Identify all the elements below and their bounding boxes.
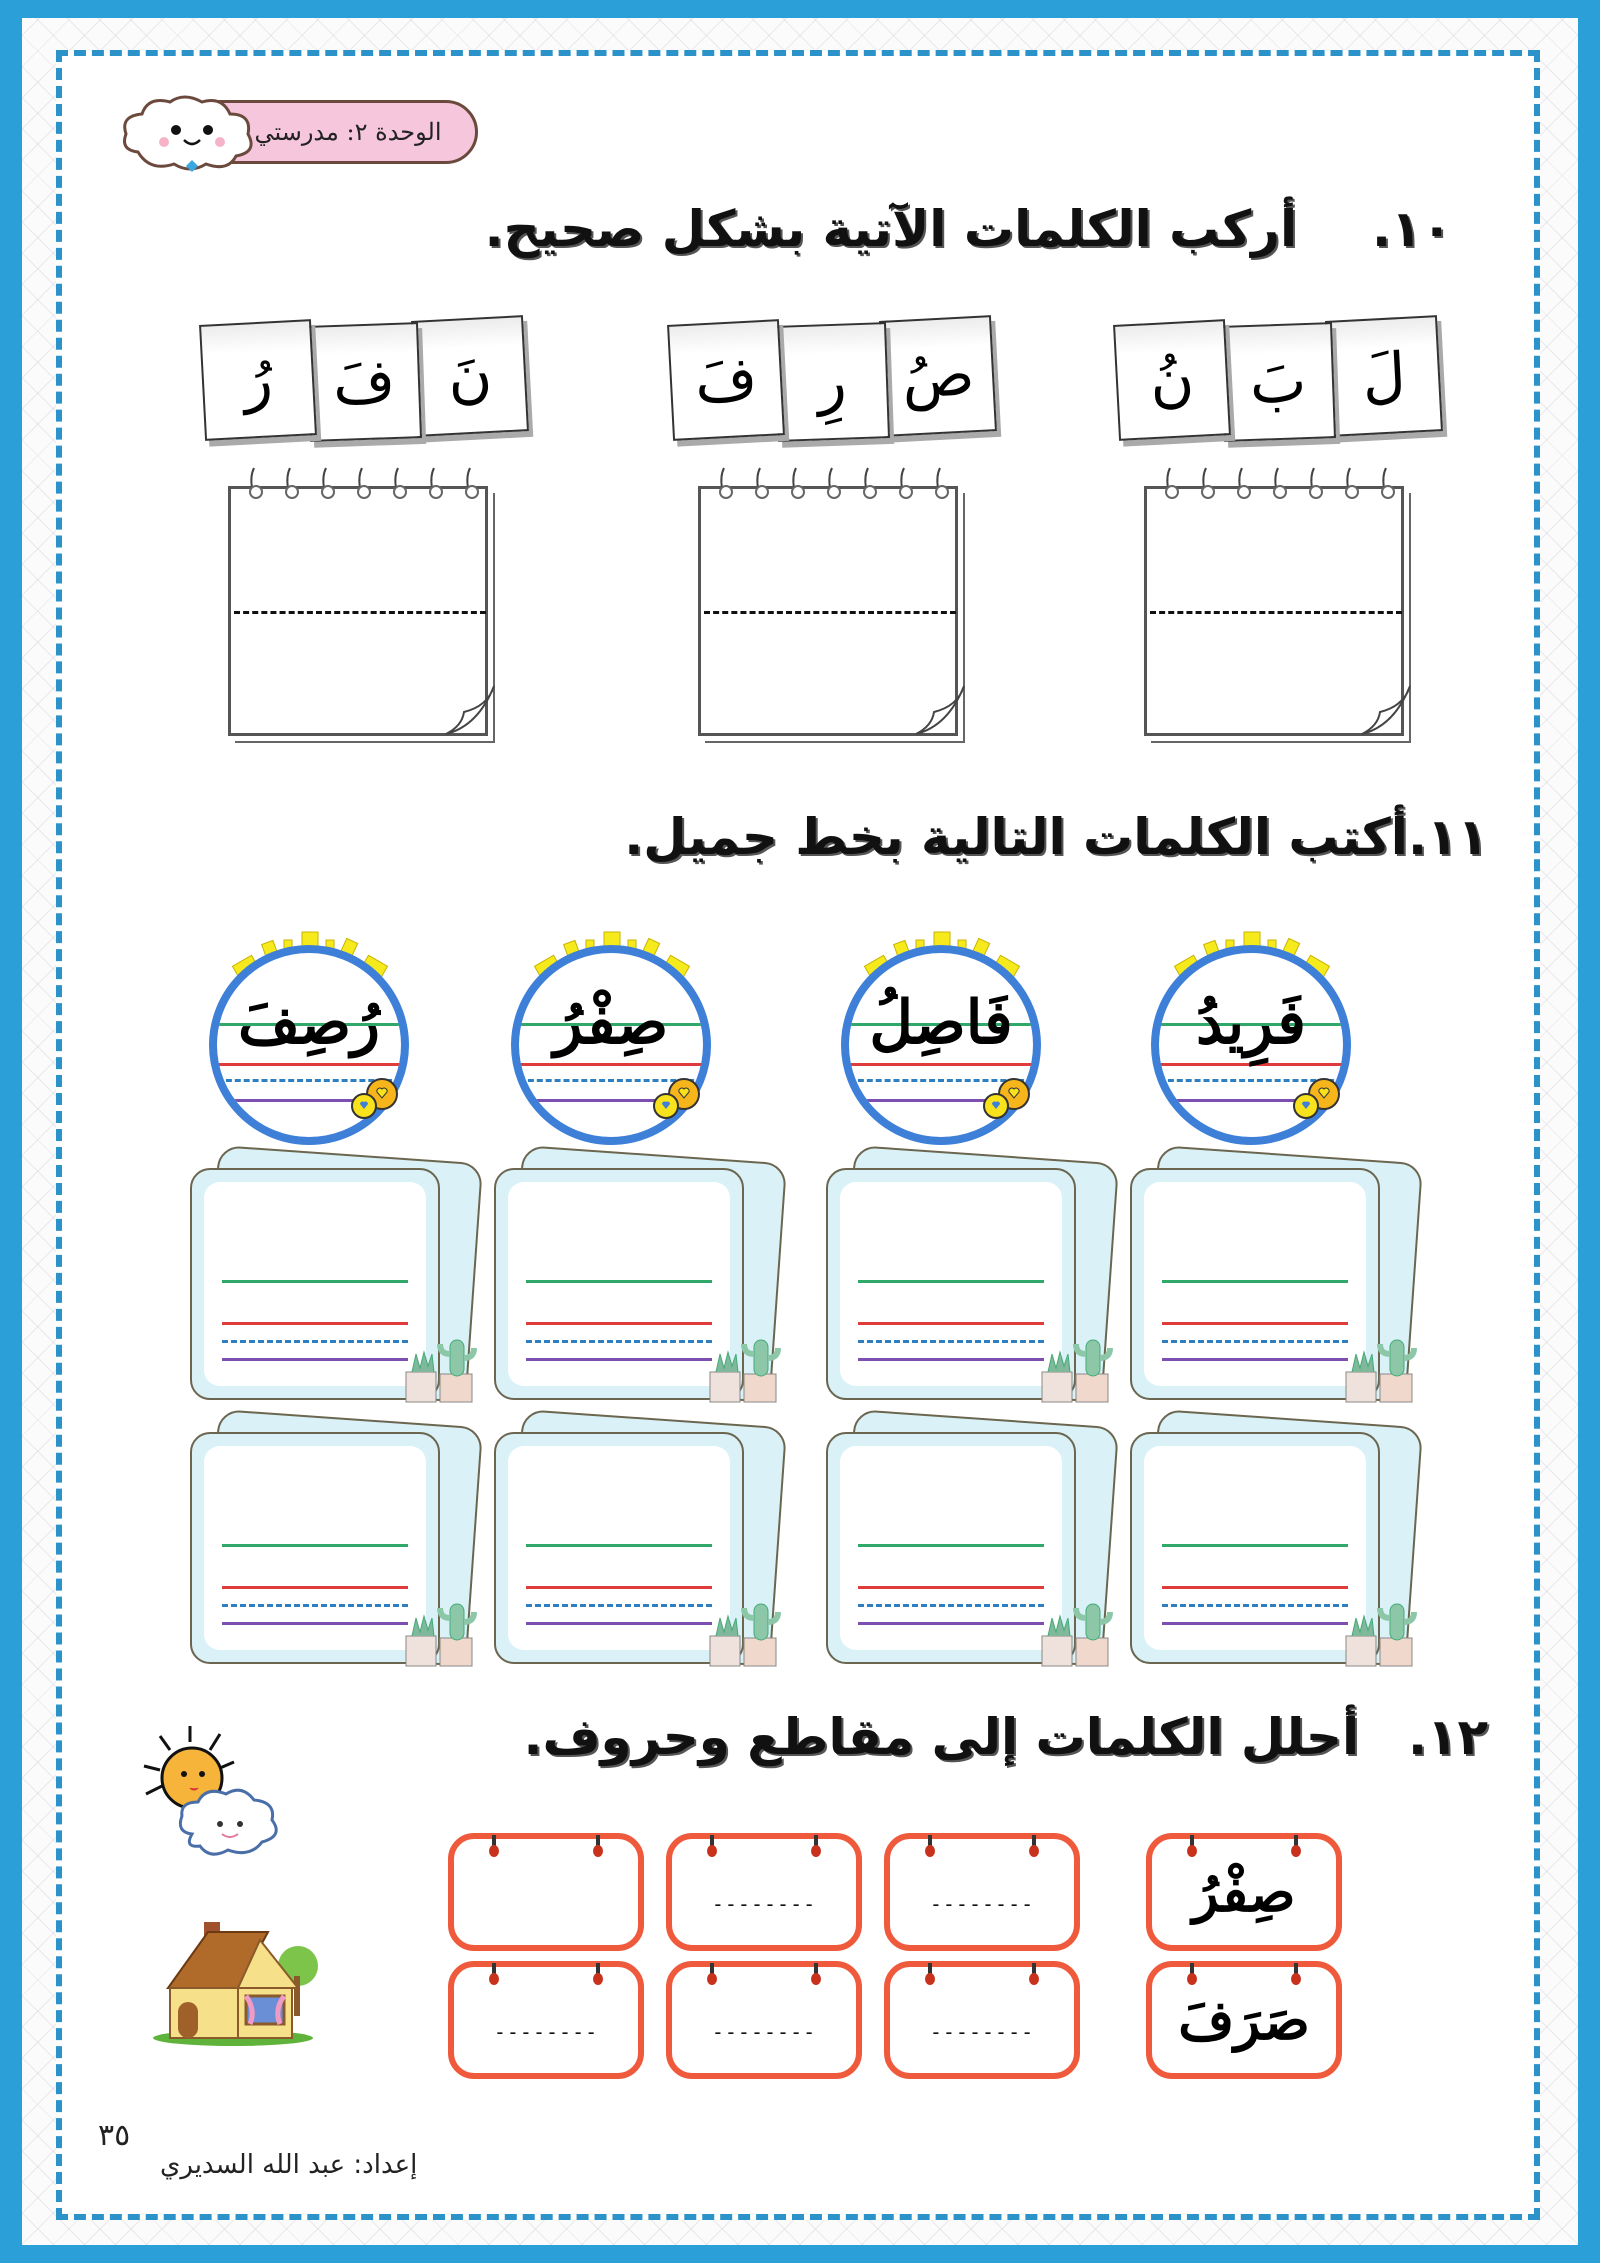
- spiral-ring-icon: [1236, 466, 1252, 500]
- answer-notepad-2[interactable]: [698, 466, 968, 736]
- spiral-ring-icon: [1308, 466, 1324, 500]
- syllable-blank-2-3[interactable]: [448, 1961, 644, 2079]
- lightbulb-icon: [976, 1070, 1036, 1130]
- unit-badge: [118, 92, 482, 174]
- letter-tile[interactable]: نَ: [411, 315, 529, 437]
- syllable-blank-1-1[interactable]: [884, 1833, 1080, 1951]
- letter-tile[interactable]: نُ: [1113, 319, 1231, 441]
- lightbulb-icon: [646, 1070, 706, 1130]
- exercise-12-heading: [523, 1708, 1488, 1766]
- spiral-ring-icon: [790, 466, 806, 500]
- unit-label: الوحدة ٢: مدرستي: [254, 118, 442, 146]
- house-icon: [148, 1916, 318, 2046]
- cactus-icon: [400, 1324, 480, 1404]
- word-card-1: [1146, 1833, 1342, 1951]
- spiral-ring-icon: [428, 466, 444, 500]
- page-curl-icon: [1354, 676, 1414, 736]
- answer-notepad-1[interactable]: [1144, 466, 1414, 736]
- cactus-icon: [704, 1324, 784, 1404]
- page-curl-icon: [438, 676, 498, 736]
- exercise-11-instruction: أكتب الكلمات التالية بخط جميل.: [624, 808, 1408, 866]
- blank-line: --------: [929, 1892, 1035, 1916]
- cloud-face-icon: [118, 92, 268, 174]
- page-number: ٣٥: [98, 2118, 131, 2153]
- blank-line: --------: [929, 2020, 1035, 2044]
- spiral-ring-icon: [284, 466, 300, 500]
- writing-box-2-1[interactable]: [1130, 1418, 1420, 1668]
- sun-cloud-icon: [130, 1722, 310, 1872]
- letter-tile[interactable]: بَ: [1220, 322, 1336, 442]
- syllable-blank-2-1[interactable]: [884, 1961, 1080, 2079]
- letter-group-3: [186, 318, 526, 438]
- model-word-3: [506, 930, 716, 1140]
- page-curl-icon: [908, 676, 968, 736]
- spiral-ring-icon: [1272, 466, 1288, 500]
- spiral-ring-icon: [862, 466, 878, 500]
- spiral-ring-icon: [320, 466, 336, 500]
- exercise-11-number: ١١.: [1407, 808, 1488, 866]
- letter-tile[interactable]: فَ: [306, 322, 422, 442]
- cactus-icon: [1036, 1588, 1116, 1668]
- answer-line: [1150, 611, 1402, 614]
- letter-group-2: [654, 318, 994, 438]
- author-credit: إعداد: عبد الله السديري: [160, 2150, 418, 2180]
- exercise-12-number: ١٢.: [1407, 1708, 1488, 1766]
- writing-box-2-3[interactable]: [494, 1418, 784, 1668]
- spiral-ring-icon: [718, 466, 734, 500]
- spiral-ring-icon: [392, 466, 408, 500]
- spiral-ring-icon: [1200, 466, 1216, 500]
- lightbulb-icon: [344, 1070, 404, 1130]
- writing-box-2-4[interactable]: [190, 1418, 480, 1668]
- lightbulb-icon: [1286, 1070, 1346, 1130]
- spiral-ring-icon: [464, 466, 480, 500]
- spiral-ring-icon: [248, 466, 264, 500]
- model-word-text: صِفْرُ: [553, 988, 669, 1058]
- writing-box-2-2[interactable]: [826, 1418, 1116, 1668]
- exercise-10-heading: [485, 200, 1452, 258]
- syllable-blank-2-2[interactable]: [666, 1961, 862, 2079]
- model-word-text: رُصِفَ: [237, 988, 381, 1058]
- model-word-1: [1146, 930, 1356, 1140]
- letter-tile[interactable]: فَ: [667, 319, 785, 441]
- model-word-2: [836, 930, 1046, 1140]
- answer-line: [234, 611, 486, 614]
- blank-line: --------: [493, 2020, 599, 2044]
- cactus-icon: [1340, 1588, 1420, 1668]
- letter-tile[interactable]: رُ: [199, 319, 317, 441]
- blank-line: --------: [711, 1892, 817, 1916]
- letter-tile[interactable]: صُ: [879, 315, 997, 437]
- spiral-ring-icon: [356, 466, 372, 500]
- analysis-word: صَرَفَ: [1178, 1988, 1310, 2052]
- writing-box-1-4[interactable]: [190, 1154, 480, 1404]
- spiral-ring-icon: [1164, 466, 1180, 500]
- cactus-icon: [400, 1588, 480, 1668]
- writing-box-1-1[interactable]: [1130, 1154, 1420, 1404]
- syllable-blank-1-2[interactable]: [666, 1833, 862, 1951]
- model-word-text: فَاصِلُ: [869, 988, 1013, 1058]
- spiral-ring-icon: [1380, 466, 1396, 500]
- letter-tile[interactable]: رِ: [774, 322, 890, 442]
- exercise-10-instruction: أركب الكلمات الآتية بشكل صحيح.: [484, 200, 1298, 258]
- syllable-blank-1-3[interactable]: [448, 1833, 644, 1951]
- answer-line: [704, 611, 956, 614]
- writing-box-1-3[interactable]: [494, 1154, 784, 1404]
- blank-line: --------: [711, 2020, 817, 2044]
- spiral-ring-icon: [826, 466, 842, 500]
- exercise-10-number: ١٠.: [1371, 200, 1452, 258]
- answer-notepad-3[interactable]: [228, 466, 498, 736]
- analysis-word: صِفْرُ: [1192, 1860, 1296, 1924]
- letter-group-1: [1100, 318, 1440, 438]
- cactus-icon: [704, 1588, 784, 1668]
- spiral-ring-icon: [1344, 466, 1360, 500]
- exercise-11-heading: [624, 808, 1488, 866]
- letter-tile[interactable]: لَ: [1325, 315, 1443, 437]
- cactus-icon: [1036, 1324, 1116, 1404]
- word-card-2: [1146, 1961, 1342, 2079]
- model-word-text: فَرِيدُ: [1196, 988, 1306, 1058]
- spiral-ring-icon: [898, 466, 914, 500]
- exercise-12-instruction: أحلل الكلمات إلى مقاطع وحروف.: [523, 1708, 1360, 1766]
- writing-box-1-2[interactable]: [826, 1154, 1116, 1404]
- spiral-ring-icon: [754, 466, 770, 500]
- spiral-ring-icon: [934, 466, 950, 500]
- model-word-4: [204, 930, 414, 1140]
- cactus-icon: [1340, 1324, 1420, 1404]
